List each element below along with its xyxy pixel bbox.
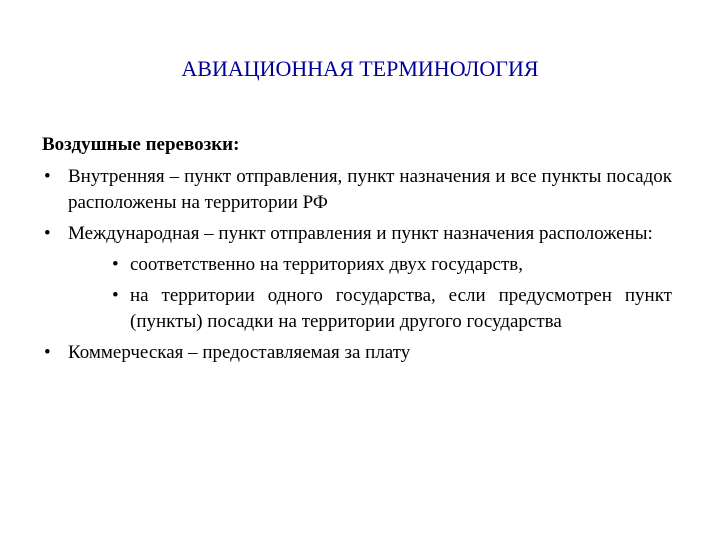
list-item-text: Международная – пункт отправления и пункт назначения расположены: — [68, 223, 653, 244]
list-item-domestic — [42, 164, 672, 216]
list-item-international — [42, 221, 672, 247]
sub-item-text: соответственно на территориях двух государств, — [130, 254, 523, 275]
section-heading: Воздушные перевозки: — [42, 134, 240, 155]
list-item-text: Коммерческая – предоставляемая за плату — [68, 342, 411, 363]
slide-title: АВИАЦИОННАЯ ТЕРМИНОЛОГИЯ — [181, 56, 539, 81]
list-item-text: Внутренняя – пункт отправления, пункт назначения и все пункты посадок расположены на территории РФ — [68, 166, 672, 213]
slide-content — [42, 132, 672, 371]
sub-item-text: на территории одного государства, если предусмотрен пункт (пункты) посадки на территории другого государства — [130, 285, 672, 332]
sub-item-two-states — [42, 252, 672, 278]
list-item-commercial — [42, 340, 672, 366]
bullet-icon: • — [44, 342, 51, 363]
bullet-icon: • — [44, 166, 51, 187]
bullet-icon: • — [44, 223, 51, 244]
sub-item-one-state — [42, 283, 672, 335]
bullet-icon: • — [112, 285, 119, 306]
bullet-icon: • — [112, 254, 119, 275]
